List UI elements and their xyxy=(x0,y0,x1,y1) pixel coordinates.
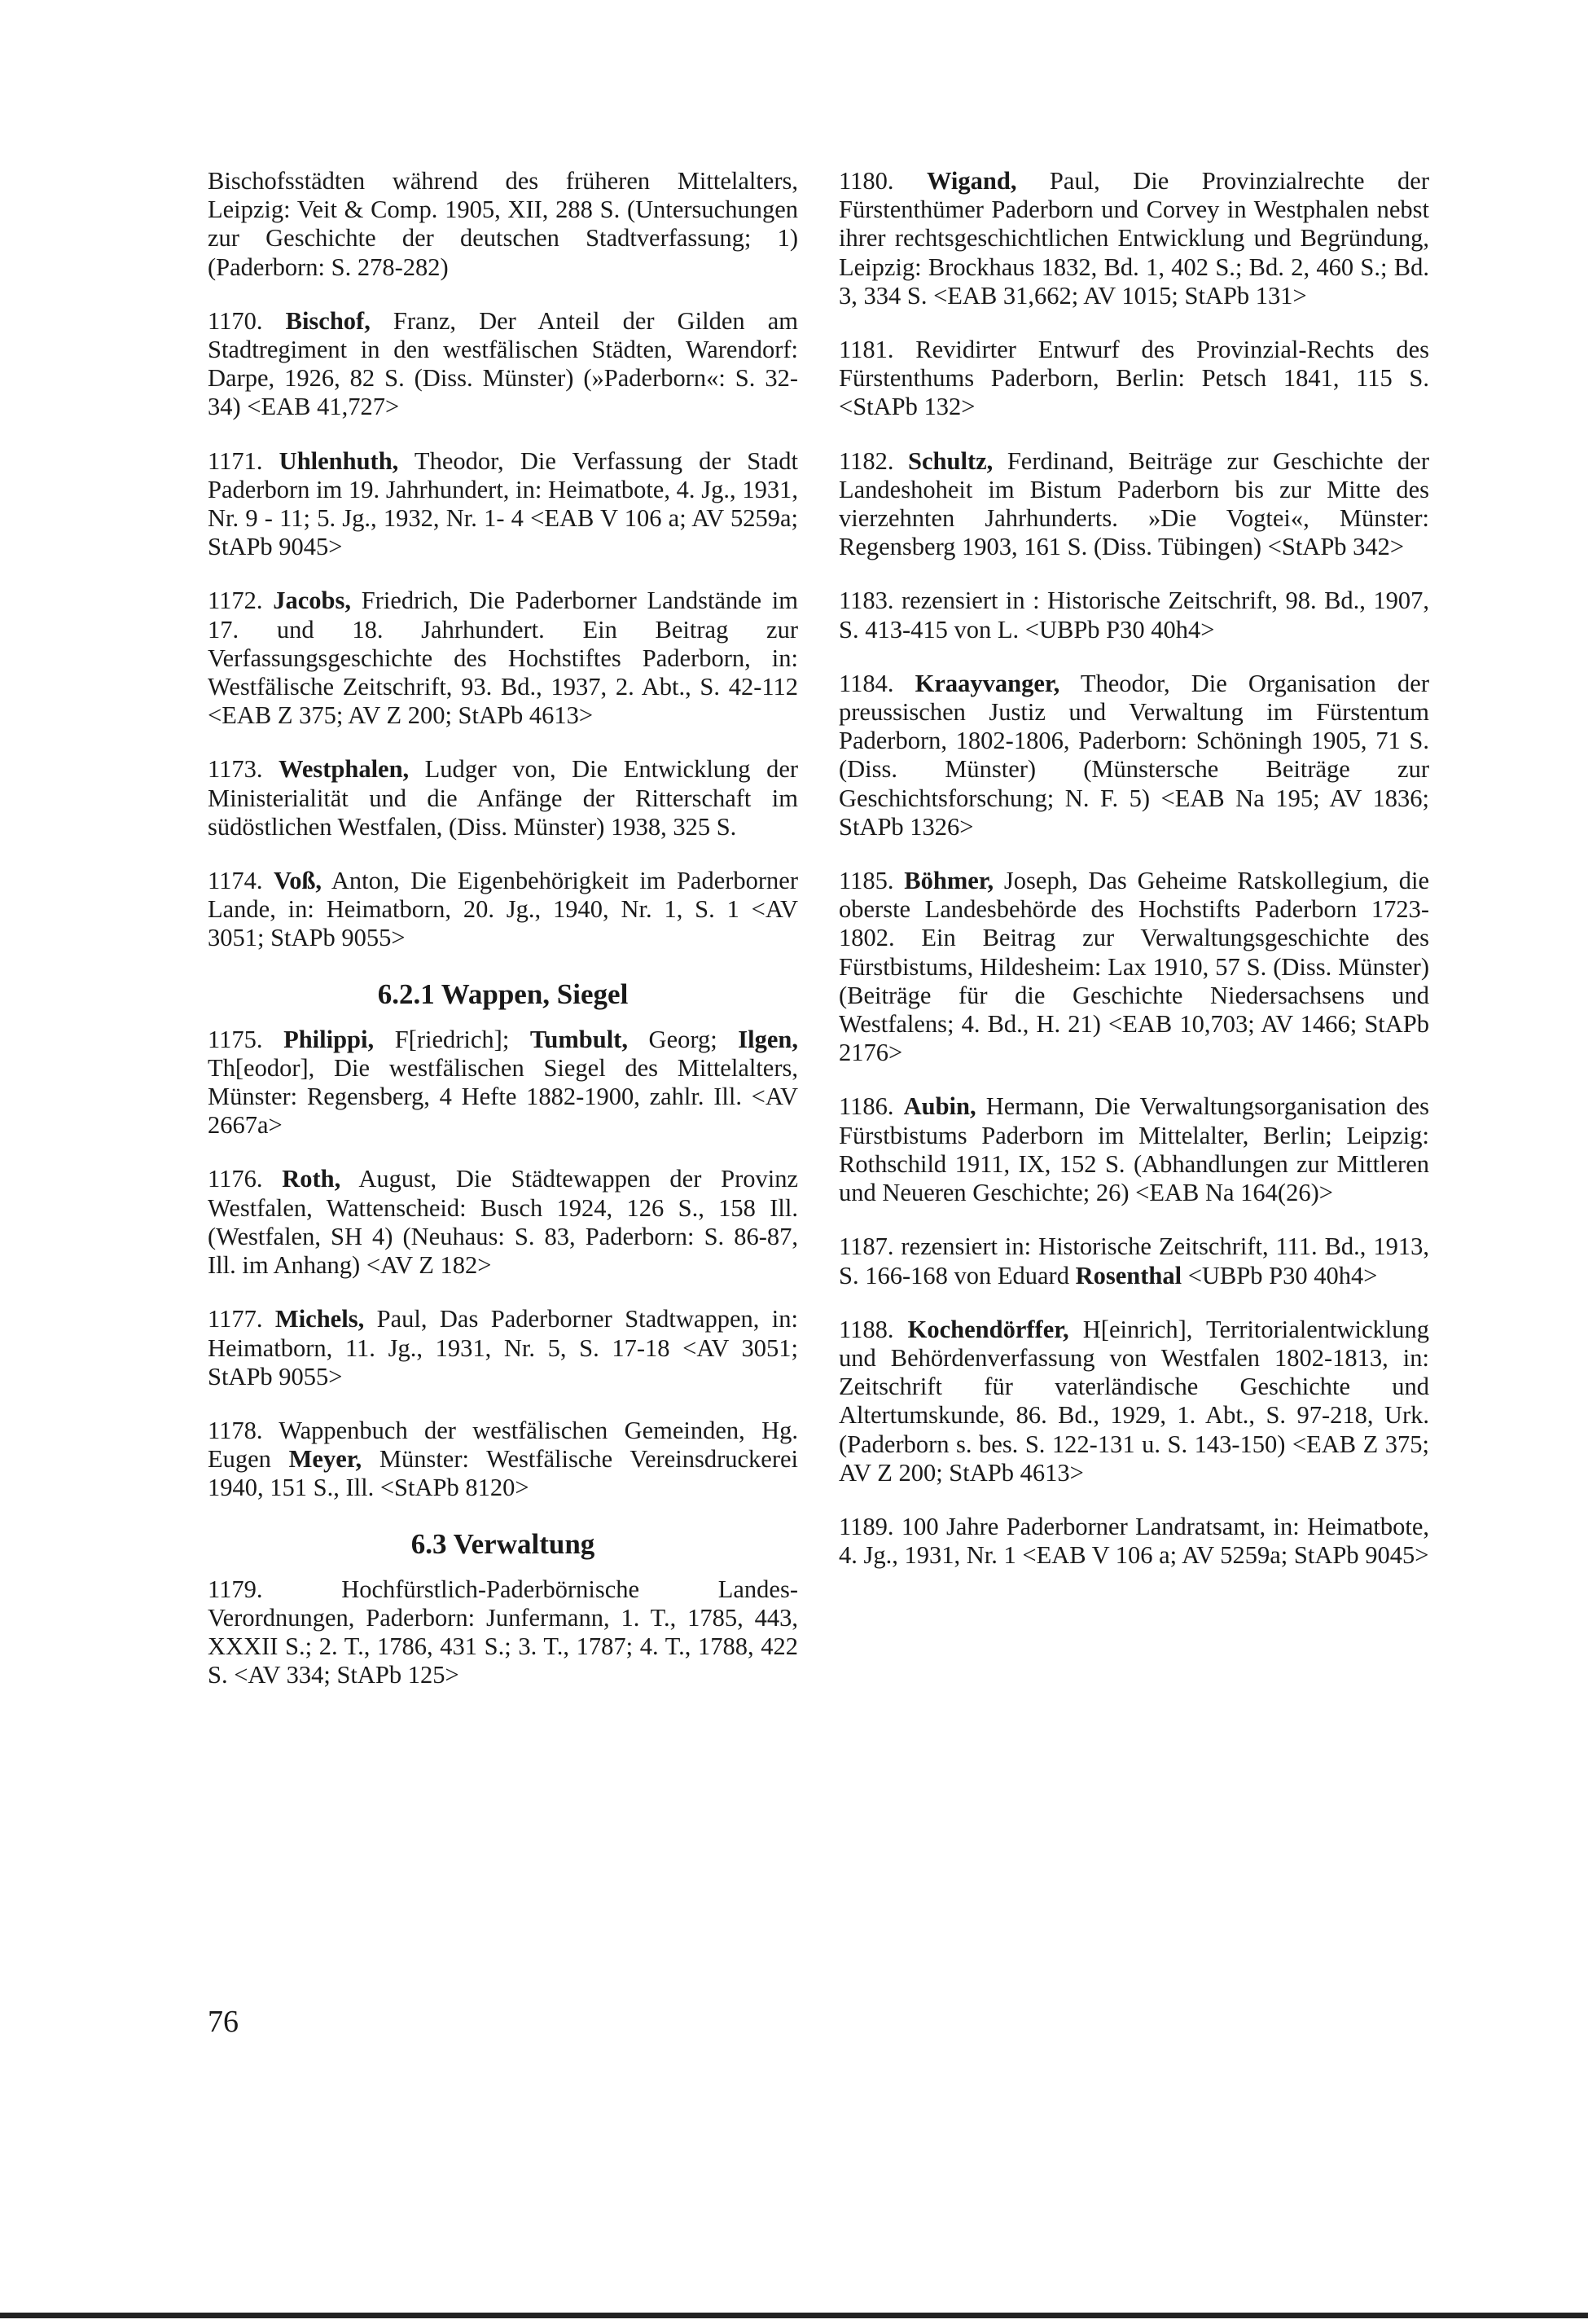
section-heading: 6.3 Verwaltung xyxy=(410,1527,595,1560)
bibliography-entry xyxy=(839,1513,1429,1570)
entry-text: 1179. Hochfürstlich-Paderbörnische Landes-Verordnungen, Paderborn: Junfermann, 1. T., 1785, 443, XXXII S.; 2. T., 1786, 431 S.; 3. T., 1787; 4. T., 1788, 422 S. <AV 334; StAPb 125> xyxy=(208,1575,798,1689)
entry-text: Franz, Der Anteil der Gilden am Stadtregiment in den westfälischen Städten, Warendorf: Darpe, 1926, 82 S. (Diss. Münster) (»Paderborn«: S. 32-34) <EAB 41,727> xyxy=(208,306,799,421)
entry-text: 1172. xyxy=(208,586,274,615)
entry-text: F[riedrich]; xyxy=(374,1025,530,1053)
author-name: Tumbult, xyxy=(529,1025,628,1053)
bibliography-entry xyxy=(208,1026,798,1140)
bibliography-entry xyxy=(208,1575,798,1690)
bibliography-entry xyxy=(839,867,1429,1067)
entry-text: Friedrich, Die Paderborner Landstände im 17. und 18. Jahrhundert. Ein Beitrag zur Verfassungsgeschichte des Hochstiftes Paderborn, in: Westfälische Zeitschrift, 93. Bd., 1937, 2. Abt., S. 42-112 <EAB Z 375; AV Z 200; StAPb 4613> xyxy=(208,586,799,730)
entry-text: Bischofsstädten während des früheren Mittelalters, Leipzig: Veit & Comp. 1905, XII, 288 S. (Untersuchungen zur Geschichte der deutschen Stadtverfassung; 1) (Paderborn: S. 278-282) xyxy=(208,167,798,281)
entry-text: 1184. xyxy=(839,669,915,697)
entry-text: 1187. rezensiert in: Historische Zeitschrift, 111. Bd., 1913, S. 166-168 von Eduard xyxy=(839,1232,1429,1289)
entry-text: <UBPb P30 40h4> xyxy=(1182,1261,1378,1289)
author-name: Schultz, xyxy=(908,446,994,475)
author-name: Wigand, xyxy=(926,167,1017,195)
entry-text: 1176. xyxy=(208,1165,283,1193)
author-name: Aubin, xyxy=(903,1092,976,1121)
entry-text: Th[eodor], Die westfälischen Siegel des Mittelalters, Münster: Regensberg, 4 Hefte 1882-1900, zahlr. Ill. <AV 2667a> xyxy=(208,1053,798,1140)
bibliography-entry xyxy=(839,447,1429,562)
bibliography-entry xyxy=(208,1305,798,1391)
entry-text: Joseph, Das Geheime Ratskollegium, die oberste Landesbehörde des Hochstifts Paderborn 1723-1802. Ein Beitrag zur Verwaltungsgeschichte des Fürstbistums, Hildesheim: Lax 1910, 57 S. (Diss. Münster) (Beiträge für die Geschichte Niedersachsens und Westfalens; 4. Bd., H. 21) <EAB 10,703; AV 1466; StAPb 2176> xyxy=(839,867,1429,1067)
bibliography-entry xyxy=(839,670,1429,841)
entry-text: Theodor, Die Verfassung der Stadt Paderborn im 19. Jahrhundert, in: Heimatbote, 4. Jg., 1931, Nr. 9 - 11; 5. Jg., 1932, Nr. 1- 4 <EAB V 106 a; AV 5259a; StAPb 9045> xyxy=(208,446,798,561)
bibliography-entry xyxy=(839,1316,1429,1487)
entry-text: Anton, Die Eigenbehörigkeit im Paderborner Lande, in: Heimatborn, 20. Jg., 1940, Nr. 1, S. 1 <AV 3051; StAPb 9055> xyxy=(208,867,798,952)
bottom-rule xyxy=(0,2313,1588,2318)
entry-text: 1174. xyxy=(208,867,274,895)
entry-text: Theodor, Die Organisation der preussischen Justiz und Verwaltung im Fürstentum Paderborn, 1802-1806, Paderborn: Schöningh 1905, 71 S. (Diss. Münster) (Münstersche Beiträge zur Geschichtsforschung; N. F. 5) <EAB Na 195; AV 1836; StAPb 1326> xyxy=(839,669,1429,841)
bibliography-entry xyxy=(208,586,798,730)
bibliography-entry xyxy=(208,867,798,953)
entry-text: Hermann, Die Verwaltungsorganisation des Fürstbistums Paderborn im Mittelalter, Berlin; Leipzig: Rothschild 1911, IX, 152 S. (Abhandlungen zur Mittleren und Neueren Geschichte; 26) <EAB Na 164(26)> xyxy=(839,1092,1429,1207)
bibliography-entry xyxy=(839,167,1429,310)
author-name: Meyer, xyxy=(288,1445,362,1474)
author-name: Michels, xyxy=(274,1305,365,1333)
bibliography-entry xyxy=(839,336,1429,422)
author-name: Westphalen, xyxy=(279,755,410,784)
entry-text: 1177. xyxy=(208,1305,275,1333)
entry-text: 1175. xyxy=(208,1025,284,1053)
bibliography-entry xyxy=(208,167,798,282)
entry-text: 1173. xyxy=(208,755,279,784)
author-name: Voß, xyxy=(273,867,322,895)
entry-text: 1170. xyxy=(208,306,286,335)
entry-text: H[einrich], Territorialentwicklung und Behördenverfassung von Westfalen 1802-1813, in: Zeitschrift für vaterländische Geschichte und Altertumskunde, 86. Bd., 1929, 1. Abt., S. 97-218, Urk. (Paderborn s. bes. S. 122-131 u. S. 143-150) <EAB Z 375; AV Z 200; StAPb 4613> xyxy=(839,1315,1429,1487)
author-name: Kraayvanger, xyxy=(915,669,1060,697)
entry-text: Paul, Das Paderborner Stadtwappen, in: Heimatborn, 11. Jg., 1931, Nr. 5, S. 17-18 <AV 3051; StAPb 9055> xyxy=(208,1305,798,1390)
left-column xyxy=(208,167,798,1715)
bibliography-entry xyxy=(208,307,798,422)
entry-text: 1186. xyxy=(839,1092,904,1121)
bibliography-entry xyxy=(839,1092,1429,1207)
author-name: Bischof, xyxy=(285,306,371,335)
author-name: Jacobs, xyxy=(273,586,351,615)
page-number: 76 xyxy=(208,2005,239,2039)
entry-text: 1182. xyxy=(839,446,909,475)
author-name: Rosenthal xyxy=(1075,1261,1182,1289)
bibliography-entry xyxy=(208,1165,798,1280)
entry-text: 1189. 100 Jahre Paderborner Landratsamt, in: Heimatbote, 4. Jg., 1931, Nr. 1 <EAB V 106 a; AV 5259a; StAPb 9045> xyxy=(839,1512,1429,1570)
author-name: Ilgen, xyxy=(738,1025,798,1053)
author-name: Philippi, xyxy=(283,1025,375,1053)
bibliography-entry xyxy=(208,755,798,841)
author-name: Uhlenhuth, xyxy=(279,446,399,475)
entry-text: 1188. xyxy=(839,1315,908,1343)
entry-text: Paul, Die Provinzialrechte der Fürstenthümer Paderborn und Corvey in Westphalen nebst ihrer rechtsgeschichtlichen Entwicklung und Begründung, Leipzig: Brockhaus 1832, Bd. 1, 402 S.; Bd. 2, 460 S.; Bd. 3, 334 S. <EAB 31,662; AV 1015; StAPb 131> xyxy=(839,167,1429,310)
entry-text: 1180. xyxy=(839,167,927,195)
section-heading: 6.2.1 Wappen, Siegel xyxy=(377,977,629,1010)
bibliography-entry xyxy=(208,447,798,562)
author-name: Kochendörffer, xyxy=(907,1315,1069,1343)
entry-text: 1181. Revidirter Entwurf des Provinzial-Rechts des Fürstenthums Paderborn, Berlin: Petsch 1841, 115 S. <StAPb 132> xyxy=(839,336,1429,421)
entry-text: Ferdinand, Beiträge zur Geschichte der Landeshoheit im Bistum Paderborn bis zur Mitte des vierzehnten Jahrhunderts. »Die Vogtei«, Münster: Regensberg 1903, 161 S. (Diss. Tübingen) <StAPb 342> xyxy=(839,446,1429,561)
entry-text: 1171. xyxy=(208,446,279,475)
bibliography-entry xyxy=(208,1417,798,1503)
entry-text: 1183. rezensiert in : Historische Zeitschrift, 98. Bd., 1907, S. 413-415 von L. <UBPb P30 40h4> xyxy=(839,586,1429,644)
entry-text: 1178. Wappenbuch der westfälischen Gemeinden, Hg. Eugen xyxy=(208,1416,798,1474)
entry-text: Georg; xyxy=(627,1025,739,1053)
entry-text: Ludger von, Die Entwicklung der Ministerialität und die Anfänge der Ritterschaft im südöstlichen Westfalen, (Diss. Münster) 1938, 325 S. xyxy=(208,755,799,841)
author-name: Roth, xyxy=(282,1165,341,1193)
right-column xyxy=(839,167,1429,1595)
entry-text: August, Die Städtewappen der Provinz Westfalen, Wattenscheid: Busch 1924, 126 S., 158 Ill. (Westfalen, SH 4) (Neuhaus: S. 83, Paderborn: S. 86-87, Ill. im Anhang) <AV Z 182> xyxy=(208,1165,799,1280)
author-name: Böhmer, xyxy=(904,867,994,895)
entry-text: 1185. xyxy=(839,867,905,895)
bibliography-entry xyxy=(839,1232,1429,1289)
entry-text: Münster: Westfälische Vereinsdruckerei 1940, 151 S., Ill. <StAPb 8120> xyxy=(208,1445,798,1502)
bibliography-entry xyxy=(839,586,1429,644)
